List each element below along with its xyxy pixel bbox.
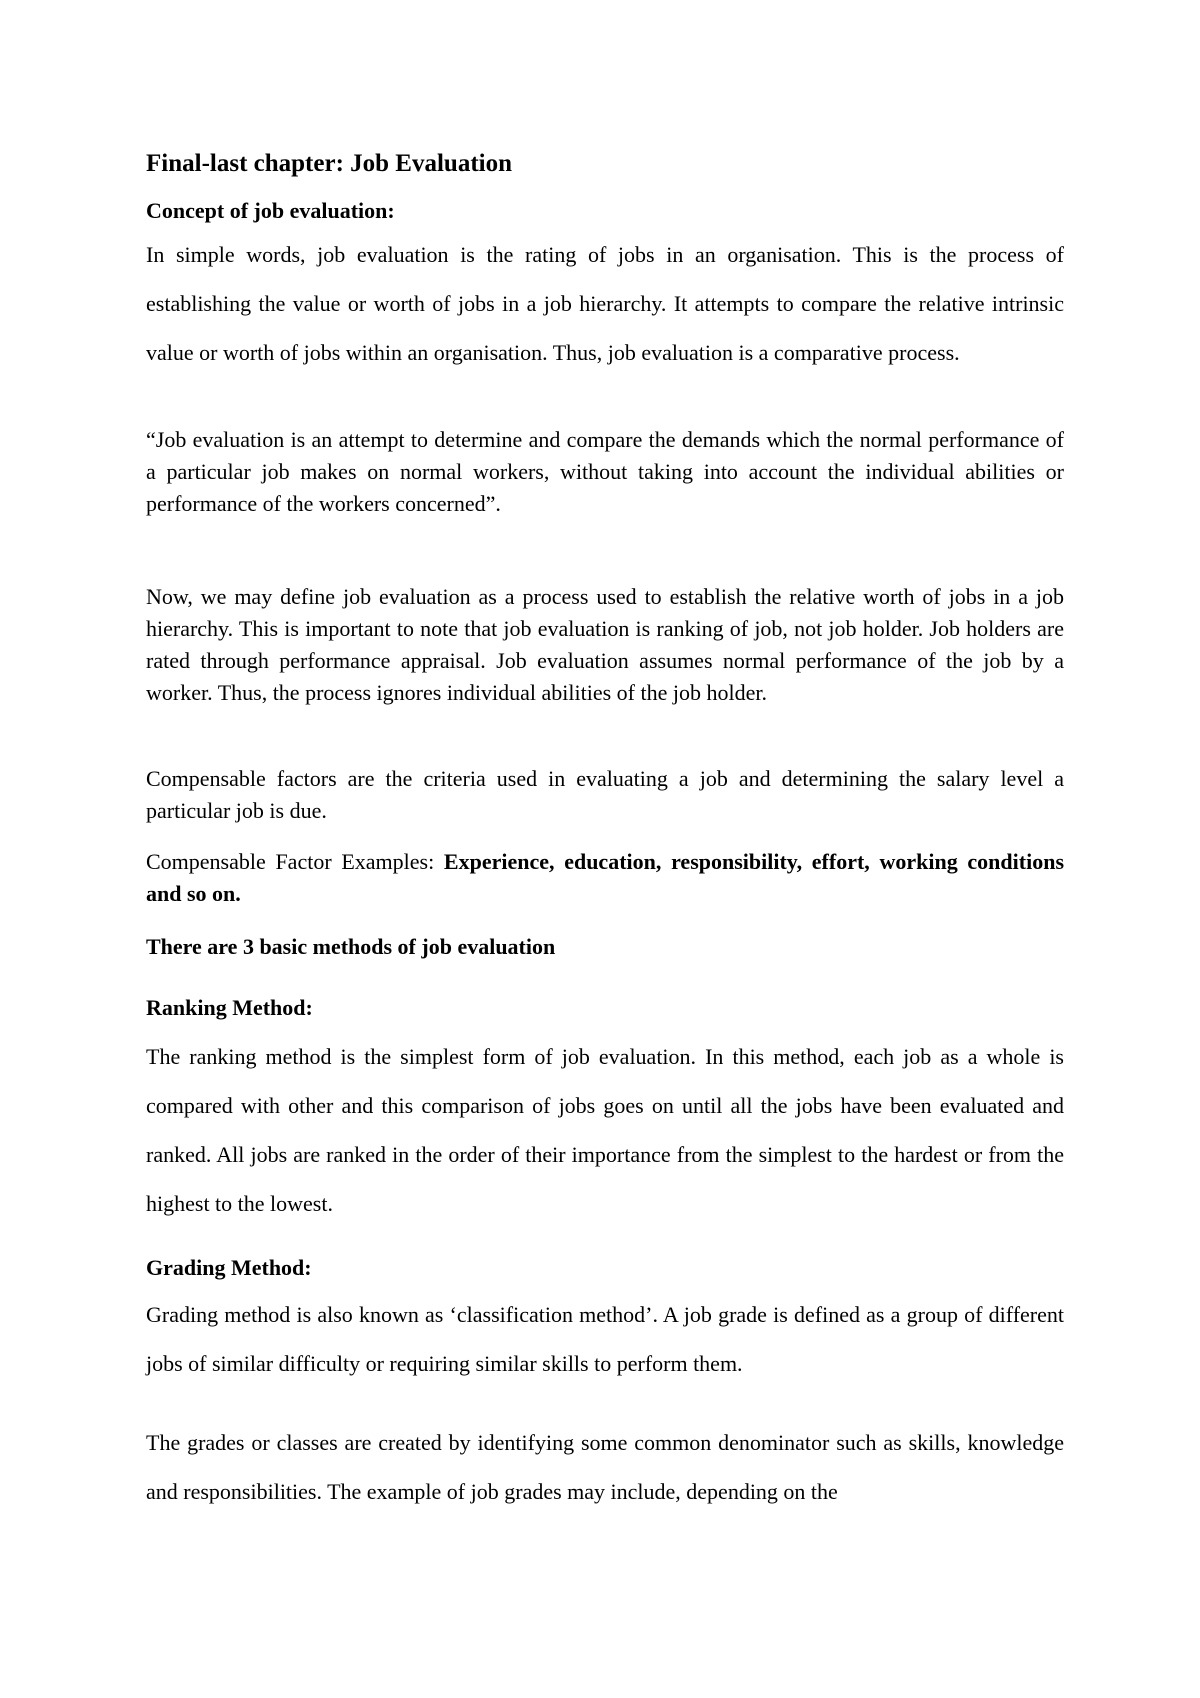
quote-paragraph: “Job evaluation is an attempt to determine and compare the demands which the normal performance of a particular job makes on normal workers, without taking into account the individual abilities or performance of the workers concerned”.: [146, 427, 1064, 516]
examples-label: Compensable Factor Examples:: [146, 849, 444, 874]
grades-paragraph: The grades or classes are created by identifying some common denominator such as skills, knowledge and responsibilities. The example of job grades may include, depending on the: [146, 1430, 1064, 1504]
ranking-method-paragraph: The ranking method is the simplest form of job evaluation. In this method, each job as a whole is compared with other and this comparison of jobs goes on until all the jobs have been evaluated and ranked. All jobs are ranked in the order of their importance from the simplest to the hardest or from the highest to the lowest.: [146, 1044, 1064, 1216]
concept-paragraph: In simple words, job evaluation is the rating of jobs in an organisation. This is the process of establishing the value or worth of jobs in a job hierarchy. It attempts to compare the relative intrinsic value or worth of jobs within an organisation. Thus, job evaluation is a comparative process.: [146, 242, 1064, 365]
grading-method-paragraph: Grading method is also known as ‘classification method’. A job grade is defined as a group of different jobs of similar difficulty or requiring similar skills to perform them.: [146, 1302, 1064, 1376]
concept-heading: Concept of job evaluation:: [146, 198, 395, 223]
examples-list: Experience, education, responsibility, effort, working conditions and so on.: [146, 849, 1065, 906]
ranking-method-heading: Ranking Method:: [146, 995, 313, 1020]
compensable-examples-paragraph: [146, 846, 1064, 910]
compensable-factors-paragraph: Compensable factors are the criteria used in evaluating a job and determining the salary level a particular job is due.: [146, 766, 1064, 823]
grading-method-heading: Grading Method:: [146, 1255, 312, 1280]
definition-paragraph: Now, we may define job evaluation as a process used to establish the relative worth of jobs in a job hierarchy. This is important to note that job evaluation is ranking of job, not job holder. Job holders are rated through performance appraisal. Job evaluation assumes normal performance of the job by a worker. Thus, the process ignores individual abilities of the job holder.: [146, 584, 1064, 705]
document-title: Final-last chapter: Job Evaluation: [146, 150, 512, 177]
methods-heading: There are 3 basic methods of job evaluation: [146, 934, 556, 959]
